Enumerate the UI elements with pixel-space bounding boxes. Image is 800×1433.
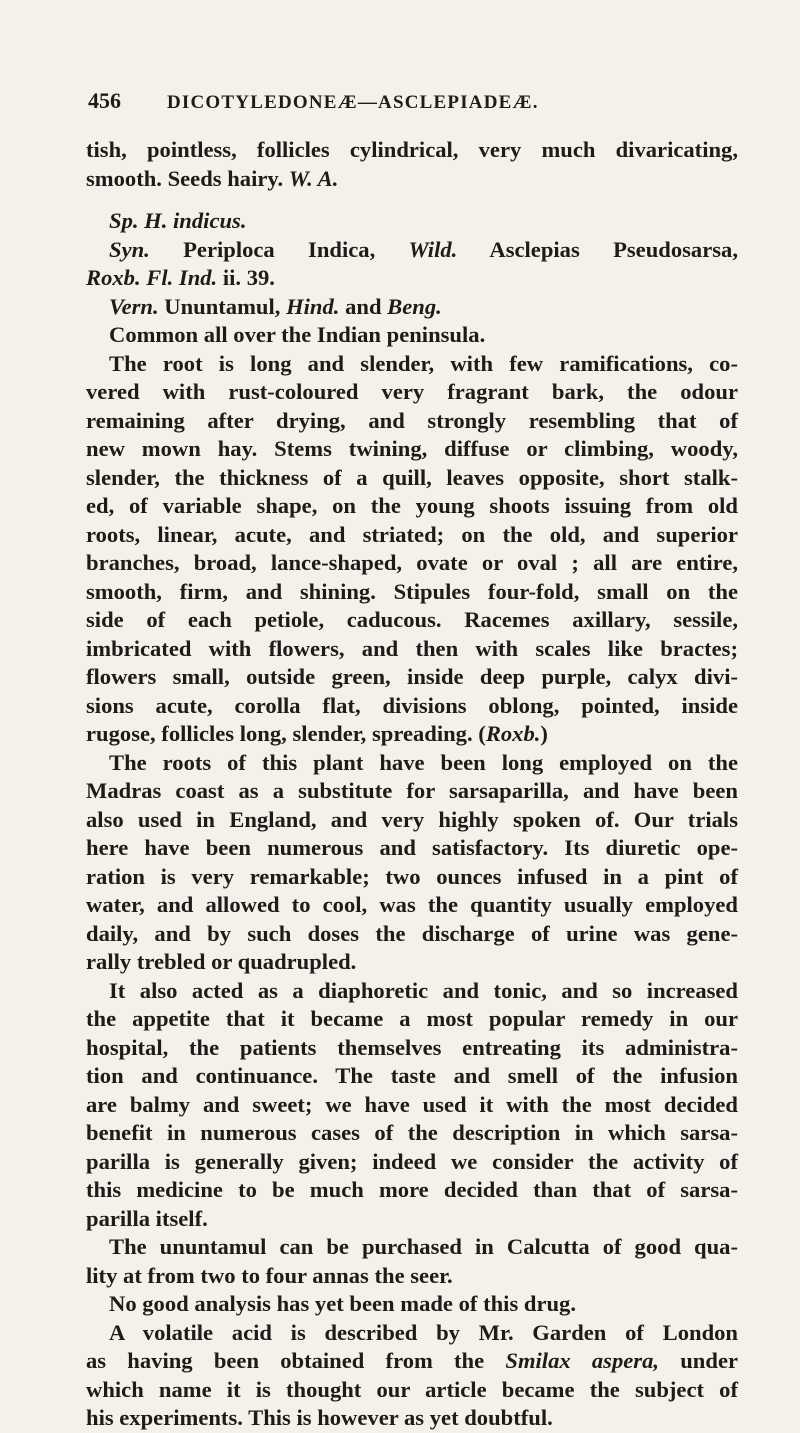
text-line: tish, pointless, follicles cylindrical, very much divaricating, xyxy=(86,137,738,162)
page-number: 456 xyxy=(88,88,121,113)
text-line: which name it is thought our article became the subject of xyxy=(86,1376,738,1402)
text-line: parilla is generally given; indeed we consider the activity of xyxy=(86,1148,738,1174)
text-line: tion and continuance. The taste and smell of the infusion xyxy=(86,1063,738,1088)
text-line: parilla itself. xyxy=(86,1205,208,1231)
text-line: slender, the thickness of a quill, leaves opposite, short stalk- xyxy=(86,464,738,490)
text-span: Periploca Indica, xyxy=(149,236,409,262)
text-line: vered with rust-coloured very fragrant bark, the odour xyxy=(86,379,738,404)
text-line: this medicine to be much more decided than that of sarsa- xyxy=(86,1177,738,1202)
authority-abbrev: W. A. xyxy=(288,165,339,191)
text-line: roots, linear, acute, and striated; on the old, and superior xyxy=(86,521,738,547)
text-span: ) xyxy=(540,721,548,746)
paragraph-gap xyxy=(86,193,738,207)
reference-abbrev: Roxb. Fl. Ind. xyxy=(86,265,218,290)
text-line: the appetite that it became a most popular remedy in our xyxy=(86,1006,738,1031)
text-line: flowers small, outside green, inside deep purple, calyx divi- xyxy=(86,664,738,689)
text-line: benefit in numerous cases of the description in which sarsa- xyxy=(86,1120,738,1145)
vernacular-label: Vern. xyxy=(109,293,159,319)
text-line: The root is long and slender, with few ramifications, co- xyxy=(109,350,738,376)
text-line: water, and allowed to cool, was the quantity usually employed xyxy=(86,892,738,917)
text-span: under xyxy=(659,1348,738,1373)
text-line xyxy=(86,1347,738,1376)
text-line: remaining after drying, and strongly resembling that of xyxy=(86,407,738,433)
text-line: ed, of variable shape, on the young shoots issuing from old xyxy=(86,493,738,518)
text-line: Common all over the Indian peninsula. xyxy=(109,322,486,347)
text-line: ration is very remarkable; two ounces infused in a pint of xyxy=(86,863,738,889)
text-line: side of each petiole, caducous. Racemes axillary, sessile, xyxy=(86,607,738,632)
text-line: It also acted as a diaphoretic and tonic, and so increased xyxy=(109,977,738,1003)
text-line: hospital, the patients themselves entreating its administra- xyxy=(86,1034,738,1060)
text-span: smooth. Seeds hairy. xyxy=(86,165,289,191)
text-line xyxy=(86,293,738,322)
text-line: daily, and by such doses the discharge of urine was gene- xyxy=(86,920,738,946)
text-line: smooth, firm, and shining. Stipules four-fold, small on the xyxy=(86,578,738,604)
text-line: here have been numerous and satisfactory. Its diuretic ope- xyxy=(86,835,738,860)
authority-abbrev: Roxb. xyxy=(485,721,541,746)
language-abbrev: Beng. xyxy=(387,293,442,319)
text-line: his experiments. This is however as yet doubtful. xyxy=(86,1405,553,1430)
text-line: sions acute, corolla flat, divisions oblong, pointed, inside xyxy=(86,692,738,718)
text-line: are balmy and sweet; we have used it with the most decided xyxy=(86,1091,738,1117)
text-line: No good analysis has yet been made of this drug. xyxy=(109,1291,576,1316)
text-line: The ununtamul can be purchased in Calcutta of good qua- xyxy=(109,1234,738,1259)
text-line: Madras coast as a substitute for sarsaparilla, and have been xyxy=(86,778,738,803)
text-line: also used in England, and very highly spoken of. Our trials xyxy=(86,806,738,832)
language-abbrev: Hind. xyxy=(286,293,340,319)
text-line: rally trebled or quadrupled. xyxy=(86,949,357,974)
text-line xyxy=(86,207,738,236)
text-span: Asclepias Pseudosarsa, xyxy=(457,236,738,262)
text-span: Ununtamul, xyxy=(158,293,287,319)
authority-abbrev: Wild. xyxy=(408,236,458,262)
page-header xyxy=(88,88,539,114)
text-span: as having been obtained from the xyxy=(86,1348,506,1373)
text-line: A volatile acid is described by Mr. Garden of London xyxy=(109,1319,738,1345)
text-line xyxy=(86,236,738,265)
text-line: branches, broad, lance-shaped, ovate or oval ; all are entire, xyxy=(86,550,738,575)
text-span: ii. 39. xyxy=(217,265,275,290)
species-name: Sp. H. indicus. xyxy=(109,208,247,233)
species-name: Smilax aspera, xyxy=(505,1348,660,1373)
text-line: new mown hay. Stems twining, diffuse or climbing, woody, xyxy=(86,436,738,461)
text-line xyxy=(86,165,738,194)
text-line: imbricated with flowers, and then with scales like bractes; xyxy=(86,635,738,661)
text-span: and xyxy=(339,293,388,319)
text-line xyxy=(86,720,738,749)
synonym-label: Syn. xyxy=(109,236,150,262)
text-span: rugose, follicles long, slender, spreading. ( xyxy=(86,721,486,746)
running-head: DICOTYLEDONEÆ—ASCLEPIADEÆ. xyxy=(167,92,539,113)
body-text xyxy=(86,136,738,1433)
text-line: lity at from two to four annas the seer. xyxy=(86,1262,453,1288)
text-line xyxy=(86,264,738,293)
text-line: The roots of this plant have been long employed on the xyxy=(109,749,738,775)
